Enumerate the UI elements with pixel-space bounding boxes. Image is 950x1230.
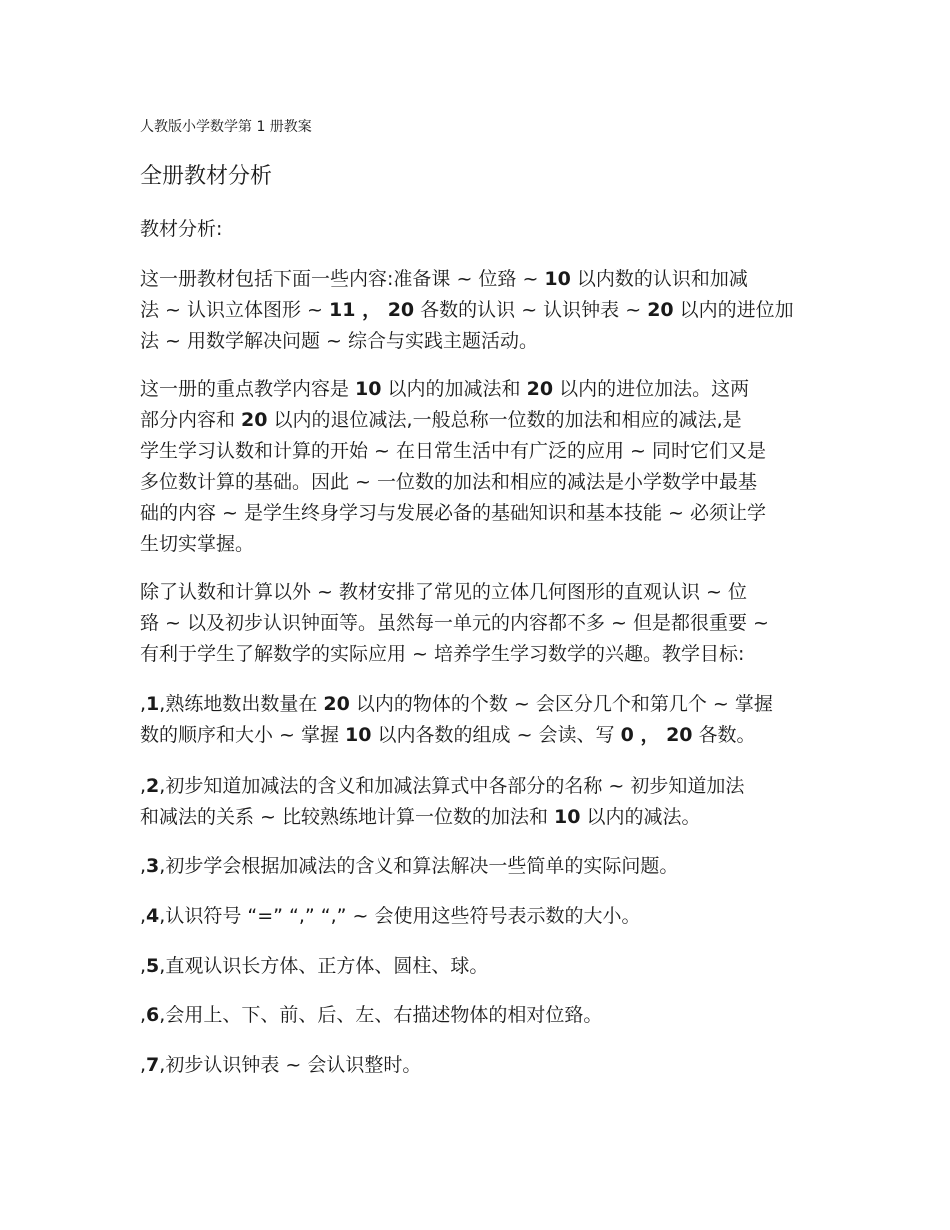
goal-number: 6 <box>146 1004 160 1026</box>
separator-span: ， <box>633 724 667 746</box>
list-prefix: , <box>140 955 147 977</box>
goal-number: 3 <box>146 855 160 877</box>
goal-item-6 <box>140 1000 812 1031</box>
paragraph-line: 础的内容 ~ 是学生终身学习与发展必备的基础知识和基本技能 ~ 必须让学 <box>140 502 766 524</box>
section-title: 全册教材分析 <box>140 164 273 189</box>
goal-number: 4 <box>146 905 160 927</box>
text-span: 各数的认识 ~ 认识钟表 ~ <box>414 299 648 321</box>
text-span: 和减法的关系 ~ 比较熟练地计算一位数的加法和 <box>140 806 555 828</box>
text-span: 部分内容和 <box>140 409 242 431</box>
paragraph-line: 学生学习认数和计算的开始 ~ 在日常生活中有广泛的应用 ~ 同时它们又是 <box>140 440 766 462</box>
paragraph-line <box>140 295 812 326</box>
text-span: 以内的进位加法。这两 <box>553 378 750 400</box>
goal-number: 2 <box>146 775 160 797</box>
text-span: 以内的进位加 <box>673 299 794 321</box>
text-span: 以内各数的组成 ~ 会读、写 <box>371 724 621 746</box>
paragraph-line: 生切实掌握。 <box>140 533 255 555</box>
paragraph-line: 有利于学生了解数学的实际应用 ~ 培养学生学习数学的兴趣。教学目标: <box>140 643 745 665</box>
paragraph-line <box>140 901 812 932</box>
goal-item-1 <box>140 689 812 751</box>
paragraph-other-content <box>140 577 812 670</box>
goal-item-5 <box>140 951 812 982</box>
goal-item-3 <box>140 851 812 882</box>
goal-item-7 <box>140 1050 812 1081</box>
paragraph-line: 法 ~ 用数学解决问题 ~ 综合与实践主题活动。 <box>140 330 538 352</box>
text-span: ,认识符号 “=” “,” “,” ~ 会使用这些符号表示数的大小。 <box>159 905 641 927</box>
text-span: ,会用上、下、前、后、左、右描述物体的相对位臵。 <box>159 1004 603 1026</box>
number-span: 10 <box>554 806 581 828</box>
paragraph-line <box>140 264 812 295</box>
paragraph-line <box>140 951 812 982</box>
text-span: 这一册的重点教学内容是 <box>140 378 356 400</box>
paragraph-line: 臵 ~ 以及初步认识钟面等。虽然每一单元的内容都不多 ~ 但是都很重要 ~ <box>140 612 769 634</box>
number-span: 20 <box>647 299 674 321</box>
paragraph-key-content <box>140 374 812 560</box>
list-prefix: , <box>140 1054 147 1076</box>
text-span: ,直观认识长方体、正方体、圆柱、球。 <box>159 955 489 977</box>
number-span: 20 <box>241 409 268 431</box>
text-span: ,初步学会根据加减法的含义和算法解决一些简单的实际问题。 <box>159 855 679 877</box>
list-prefix: , <box>140 855 147 877</box>
number-span: 10 <box>355 378 382 400</box>
text-span: 以内数的认识和加减 <box>570 268 748 290</box>
text-span: 这一册教材包括下面一些内容:准备课 ~ 位臵 ~ <box>140 268 545 290</box>
text-span: ,初步认识钟表 ~ 会认识整时。 <box>159 1054 422 1076</box>
document-title: 人教版小学数学第 1 册教案 <box>140 119 312 135</box>
paragraph-line <box>140 1000 812 1031</box>
list-prefix: , <box>140 693 147 715</box>
list-prefix: , <box>140 775 147 797</box>
paragraph-line: 多位数计算的基础。因此 ~ 一位数的加法和相应的减法是小学数学中最基 <box>140 471 758 493</box>
text-span: 以内的减法。 <box>580 806 701 828</box>
sub-heading-block <box>140 214 812 245</box>
text-span: ,熟练地数出数量在 <box>159 693 324 715</box>
text-span: 以内的加减法和 <box>381 378 527 400</box>
paragraph-line <box>140 689 812 720</box>
paragraph-line <box>140 802 812 833</box>
goal-number: 1 <box>146 693 160 715</box>
goal-item-2 <box>140 771 812 833</box>
number-span: 0 <box>620 724 634 746</box>
sub-heading: 教材分析: <box>140 218 223 240</box>
number-span: 20 <box>526 378 554 400</box>
number-span: 10 <box>544 268 571 290</box>
number-span: 20 <box>323 693 350 715</box>
paragraph-line <box>140 405 812 436</box>
goal-number: 5 <box>146 955 160 977</box>
paragraph-line: 除了认数和计算以外 ~ 教材安排了常见的立体几何图形的直观认识 ~ 位 <box>140 581 747 603</box>
paragraph-line <box>140 851 812 882</box>
text-span: 法 ~ 认识立体图形 ~ <box>140 299 329 321</box>
paragraph-line <box>140 374 812 405</box>
separator-span: ， <box>355 299 388 321</box>
list-prefix: , <box>140 905 147 927</box>
text-span: 数的顺序和大小 ~ 掌握 <box>140 724 346 746</box>
number-span: 20 <box>387 299 415 321</box>
number-span: 11 <box>329 299 356 321</box>
text-span: 以内的物体的个数 ~ 会区分几个和第几个 ~ 掌握 <box>349 693 773 715</box>
text-span: 以内的退位减法,一般总称一位数的加法和相应的减法,是 <box>267 409 742 431</box>
goal-number: 7 <box>146 1054 160 1076</box>
paragraph-line <box>140 1050 812 1081</box>
number-span: 20 <box>666 724 693 746</box>
paragraph-line <box>140 771 812 802</box>
goal-item-4 <box>140 901 812 932</box>
list-prefix: , <box>140 1004 147 1026</box>
number-span: 10 <box>345 724 372 746</box>
paragraph-line <box>140 720 812 751</box>
text-span: 各数。 <box>692 724 756 746</box>
paragraph-contents <box>140 264 812 357</box>
text-span: ,初步知道加减法的含义和加减法算式中各部分的名称 ~ 初步知道加法 <box>159 775 745 797</box>
